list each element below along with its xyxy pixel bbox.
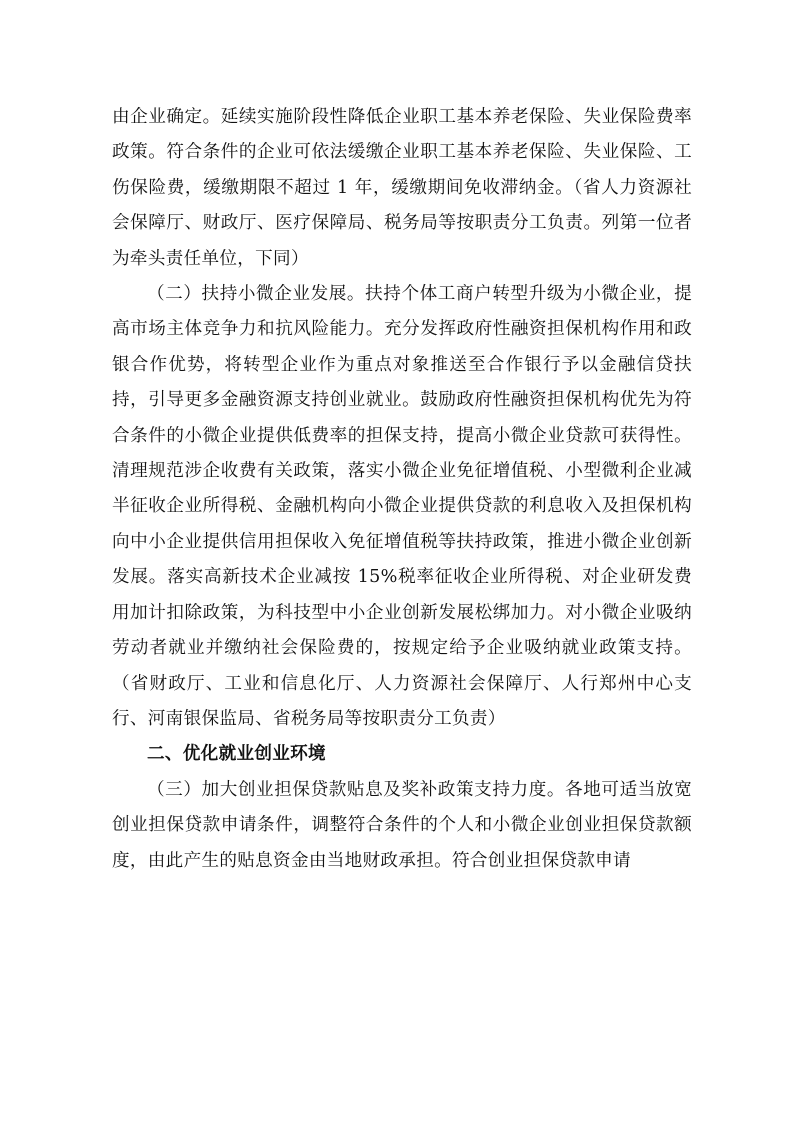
document-body [112,100,692,879]
paragraph-support-small-enterprises: （二）扶持小微企业发展。扶持个体工商户转型升级为小微企业，提高市场主体竞争力和抗风险能力。充分发挥政府性融资担保机构作用和政银合作优势，将转型企业作为重点对象推送至合作银行予以金融信贷扶持，引导更多金融资源支持创业就业。鼓励政府性融资担保机构优先为符合条件的小微企业提供低费率的担保支持，提高小微企业贷款可获得性。清理规范涉企收费有关政策，落实小微企业免征增值税、小型微利企业减半征收企业所得税、金融机构向小微企业提供贷款的利息收入及担保机构向中小企业提供信用担保收入免征增值税等扶持政策，推进小微企业创新发展。落实高新技术企业减按 15%税率征收企业所得税、对企业研发费用加计扣除政策，为科技型中小企业创新发展松绑加力。对小微企业吸纳劳动者就业并缴纳社会保险费的，按规定给予企业吸纳就业政策支持。（省财政厅、工业和信息化厅、人力资源社会保障厅、人行郑州中心支行、河南银保监局、省税务局等按职责分工负责） [112,284,692,729]
section-heading: 二、优化就业创业环境 [147,744,326,765]
paragraph-continuation: 由企业确定。延续实施阶段性降低企业职工基本养老保险、失业保险费率政策。符合条件的企业可依法缓缴企业职工基本养老保险、失业保险、工伤保险费，缓缴期限不超过 1 年，缓缴期间免收滞纳金。（省人力资源社会保障厅、财政厅、医疗保障局、税务局等按职责分工负责。列第一位者为牵头责任单位，下同） [112,107,692,269]
paragraph-startup-loan-subsidy: （三）加大创业担保贷款贴息及奖补政策支持力度。各地可适当放宽创业担保贷款申请条件，调整符合条件的个人和小微企业创业担保贷款额度，由此产生的贴息资金由当地财政承担。符合创业担保贷款申请 [112,779,692,871]
